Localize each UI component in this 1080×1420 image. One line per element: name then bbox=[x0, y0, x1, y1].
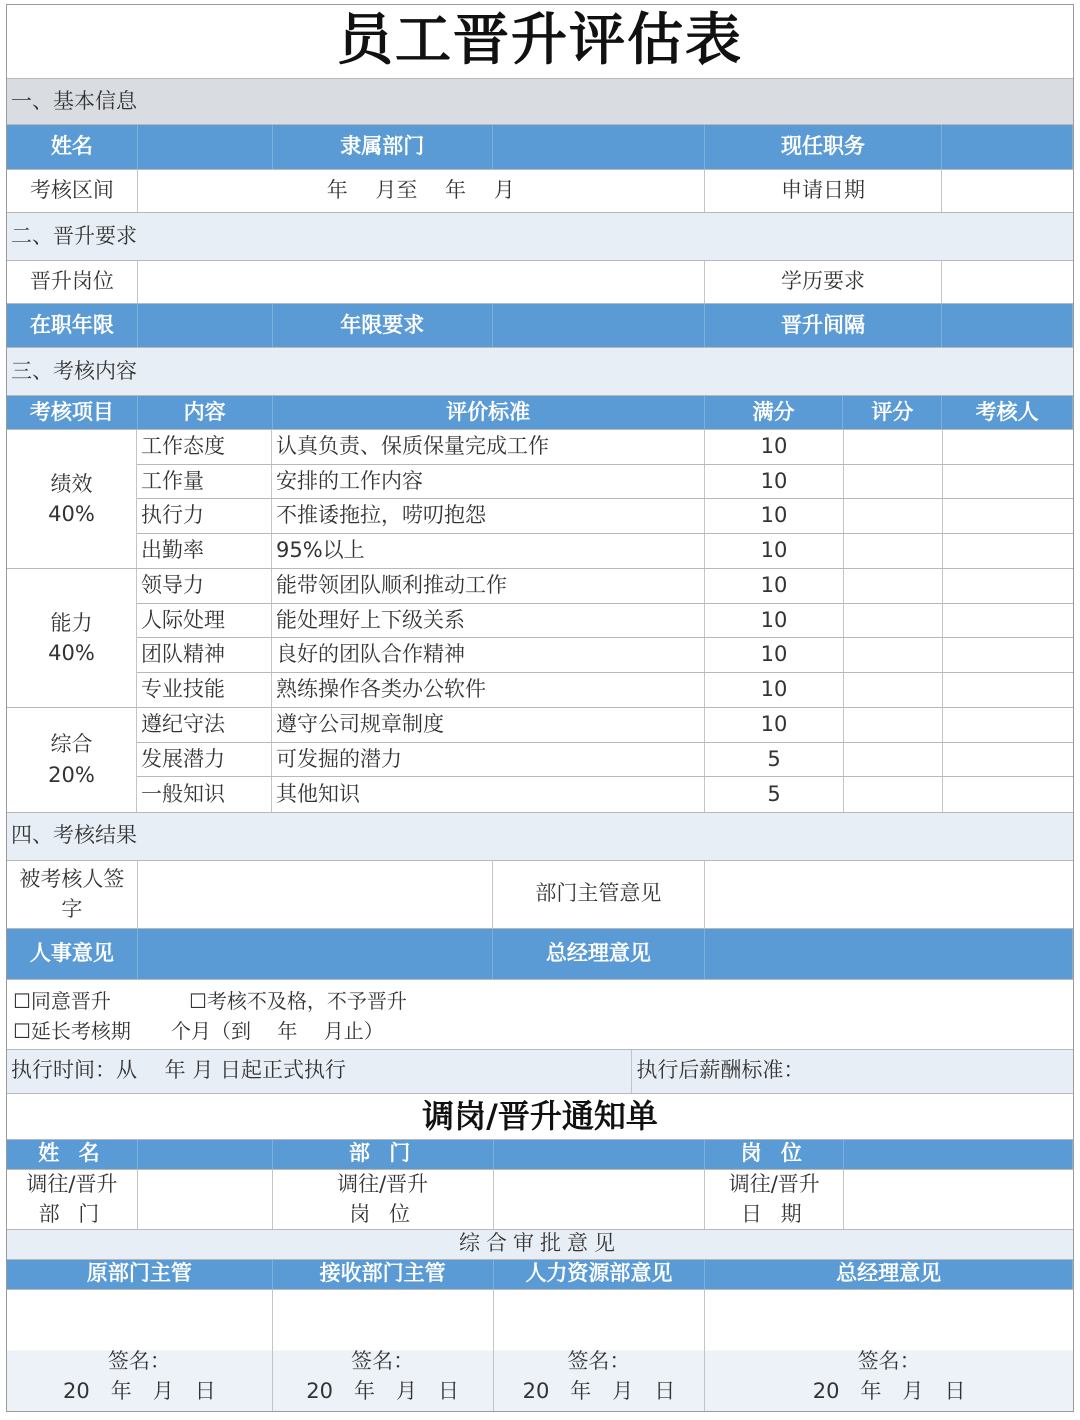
section-content bbox=[7, 348, 1073, 396]
target-position-row bbox=[7, 261, 1073, 304]
item-content: 领导力 bbox=[137, 569, 272, 603]
sign-date: 20 年 月 日 bbox=[522, 1379, 676, 1404]
group-weight: 40% bbox=[48, 502, 95, 526]
exec-salary: 执行后薪酬标准： bbox=[636, 1058, 805, 1083]
item-standard: 良好的团队合作精神 bbox=[272, 638, 705, 672]
item-assessor[interactable] bbox=[943, 534, 1073, 569]
item-standard: 不推诿拖拉，唠叨抱怨 bbox=[272, 499, 705, 533]
period-label: 考核区间 bbox=[7, 170, 138, 212]
sign-orig-dept[interactable] bbox=[7, 1290, 273, 1411]
decision-options bbox=[7, 980, 1073, 1049]
signee-label bbox=[7, 861, 138, 928]
table-row bbox=[137, 777, 1073, 812]
table-row bbox=[137, 673, 1073, 708]
approver-hr: 人力资源部意见 bbox=[494, 1260, 706, 1289]
item-standard: 能带领团队顺利推动工作 bbox=[272, 569, 705, 603]
notice-post-label: 岗 位 bbox=[705, 1140, 844, 1169]
item-standard: 能处理好上下级关系 bbox=[272, 604, 705, 638]
to-post-line1: 调往/晋升 bbox=[337, 1171, 429, 1196]
signee-value[interactable] bbox=[138, 861, 493, 928]
item-content: 专业技能 bbox=[137, 673, 272, 708]
item-assessor[interactable] bbox=[943, 499, 1073, 533]
col-header-standard: 评价标准 bbox=[273, 396, 705, 429]
period-row bbox=[7, 170, 1073, 213]
table-row bbox=[137, 465, 1073, 500]
sign-hr[interactable] bbox=[494, 1290, 706, 1411]
position-value[interactable] bbox=[942, 125, 1073, 169]
approver-gm: 总经理意见 bbox=[705, 1260, 1073, 1289]
sign-label: 签名： bbox=[857, 1348, 921, 1373]
item-score[interactable] bbox=[844, 673, 943, 708]
item-score[interactable] bbox=[844, 499, 943, 533]
item-score[interactable] bbox=[844, 777, 943, 812]
opinion-header-row bbox=[7, 929, 1073, 980]
item-full-score: 10 bbox=[705, 638, 844, 672]
gm-opinion-label: 总经理意见 bbox=[493, 929, 705, 979]
option-fail[interactable]: ☐考核不及格，不予晋升 bbox=[189, 988, 407, 1013]
notice-header-row bbox=[7, 1140, 1073, 1170]
interval-label: 晋升间隔 bbox=[705, 304, 943, 347]
item-content: 人际处理 bbox=[137, 604, 272, 638]
assessment-header-row bbox=[7, 396, 1073, 430]
to-date-value[interactable] bbox=[844, 1170, 1073, 1229]
group-weight: 20% bbox=[48, 762, 95, 787]
item-full-score: 10 bbox=[705, 430, 844, 464]
hr-opinion-label: 人事意见 bbox=[7, 929, 138, 979]
table-row bbox=[137, 569, 1073, 604]
item-content: 出勤率 bbox=[137, 534, 272, 569]
approval-title-row bbox=[7, 1230, 1073, 1260]
signature-row bbox=[7, 861, 1073, 929]
execution-row bbox=[7, 1050, 1073, 1094]
notice-dept-value[interactable] bbox=[494, 1140, 706, 1169]
item-full-score: 10 bbox=[705, 465, 844, 499]
dept-head-label: 部门主管意见 bbox=[493, 861, 705, 928]
table-row bbox=[137, 638, 1073, 673]
item-score[interactable] bbox=[844, 708, 943, 742]
item-assessor[interactable] bbox=[943, 673, 1073, 708]
period-value[interactable]: 年 月至 年 月 bbox=[138, 170, 705, 212]
dept-value[interactable] bbox=[493, 125, 705, 169]
page-title: 员工晋升评估表 bbox=[337, 8, 743, 74]
to-post-value[interactable] bbox=[494, 1170, 706, 1229]
item-content: 团队精神 bbox=[137, 638, 272, 672]
table-row bbox=[137, 499, 1073, 534]
item-assessor[interactable] bbox=[943, 777, 1073, 812]
col-header-assessor: 考核人 bbox=[942, 396, 1073, 429]
item-full-score: 10 bbox=[705, 708, 844, 742]
item-score[interactable] bbox=[844, 569, 943, 603]
sign-label: 签名： bbox=[107, 1348, 171, 1373]
sign-date: 20 年 月 日 bbox=[306, 1379, 460, 1404]
group-label bbox=[7, 430, 137, 568]
group-label bbox=[7, 708, 137, 812]
table-row bbox=[137, 708, 1073, 743]
table-row bbox=[137, 534, 1073, 569]
section-requirements bbox=[7, 213, 1073, 261]
group-name: 能力 bbox=[50, 610, 93, 635]
signee-label-line1: 被考核人签 bbox=[19, 866, 125, 891]
notice-name-value[interactable] bbox=[138, 1140, 273, 1169]
item-full-score: 10 bbox=[705, 534, 844, 569]
hr-opinion-value[interactable] bbox=[138, 929, 493, 979]
item-full-score: 10 bbox=[705, 604, 844, 638]
group-weight: 40% bbox=[48, 641, 95, 665]
approvers-sign-row bbox=[7, 1290, 1073, 1411]
notice-target-row bbox=[7, 1170, 1073, 1230]
interval-value[interactable] bbox=[942, 304, 1073, 347]
item-assessor[interactable] bbox=[943, 743, 1073, 777]
basic-header-row bbox=[7, 125, 1073, 170]
item-assessor[interactable] bbox=[943, 465, 1073, 499]
apply-date-value[interactable] bbox=[942, 170, 1073, 212]
item-full-score: 10 bbox=[705, 569, 844, 603]
item-score[interactable] bbox=[844, 465, 943, 499]
tenure-label: 在职年限 bbox=[7, 304, 138, 347]
evaluation-sheet bbox=[6, 4, 1074, 1412]
to-dept-value[interactable] bbox=[138, 1170, 273, 1229]
name-value[interactable] bbox=[138, 125, 273, 169]
item-score[interactable] bbox=[844, 743, 943, 777]
to-dept-label bbox=[7, 1170, 138, 1229]
section-result bbox=[7, 813, 1073, 861]
col-header-score: 评分 bbox=[843, 396, 942, 429]
col-header-item: 考核项目 bbox=[7, 396, 138, 429]
item-full-score: 5 bbox=[705, 743, 844, 777]
item-score[interactable] bbox=[844, 534, 943, 569]
item-standard: 认真负责、保质保量完成工作 bbox=[272, 430, 705, 464]
item-content: 一般知识 bbox=[137, 777, 272, 812]
signee-label-line2: 字 bbox=[61, 897, 83, 921]
section-basic-label: 一、基本信息 bbox=[11, 88, 137, 113]
title-row bbox=[7, 5, 1073, 79]
notice-name-label: 姓 名 bbox=[7, 1140, 138, 1169]
to-post-line2: 岗 位 bbox=[349, 1202, 416, 1226]
decision-options-row bbox=[7, 980, 1073, 1050]
section-content-label: 三、考核内容 bbox=[11, 358, 137, 383]
col-header-content: 内容 bbox=[138, 396, 273, 429]
to-date-label bbox=[705, 1170, 844, 1229]
group-label bbox=[7, 569, 137, 707]
option-extend[interactable]: ☐延长考核期 bbox=[13, 1018, 131, 1043]
years-req-label: 年限要求 bbox=[273, 304, 494, 347]
option-extend-tail: 个月（到 年 月止） bbox=[171, 1018, 384, 1043]
item-full-score: 10 bbox=[705, 499, 844, 533]
sign-recv-dept[interactable] bbox=[273, 1290, 494, 1411]
item-standard: 其他知识 bbox=[272, 777, 705, 812]
dept-head-value[interactable] bbox=[705, 861, 1073, 928]
item-assessor[interactable] bbox=[943, 430, 1073, 464]
approval-title: 综合审批意见 bbox=[459, 1231, 621, 1256]
education-label: 学历要求 bbox=[705, 261, 943, 303]
name-label: 姓名 bbox=[7, 125, 138, 169]
section-result-label: 四、考核结果 bbox=[11, 823, 137, 848]
group-ability bbox=[7, 569, 1073, 708]
section-requirements-label: 二、晋升要求 bbox=[11, 223, 137, 248]
section-basic bbox=[7, 79, 1073, 125]
to-dept-line1: 调往/晋升 bbox=[26, 1171, 118, 1196]
target-position-label: 晋升岗位 bbox=[7, 261, 138, 303]
target-position-value[interactable] bbox=[138, 261, 705, 303]
option-agree[interactable]: ☐同意晋升 bbox=[13, 988, 111, 1013]
tenure-value[interactable] bbox=[138, 304, 273, 347]
table-row bbox=[137, 743, 1073, 778]
item-full-score: 5 bbox=[705, 777, 844, 812]
notice-post-value[interactable] bbox=[844, 1140, 1073, 1169]
group-overall bbox=[7, 708, 1073, 813]
tenure-row bbox=[7, 304, 1073, 348]
to-date-line1: 调往/晋升 bbox=[728, 1171, 820, 1196]
group-performance bbox=[7, 430, 1073, 569]
item-full-score: 10 bbox=[705, 673, 844, 708]
group-name: 综合 bbox=[50, 732, 93, 757]
item-standard: 可发掘的潜力 bbox=[272, 743, 705, 777]
approver-recv-dept: 接收部门主管 bbox=[273, 1260, 494, 1289]
apply-date-label: 申请日期 bbox=[705, 170, 943, 212]
sign-label: 签名： bbox=[351, 1348, 415, 1373]
item-assessor[interactable] bbox=[943, 569, 1073, 603]
to-post-label bbox=[273, 1170, 494, 1229]
col-header-full: 满分 bbox=[705, 396, 844, 429]
item-content: 发展潜力 bbox=[137, 743, 272, 777]
sign-date: 20 年 月 日 bbox=[812, 1379, 966, 1404]
item-content: 工作量 bbox=[137, 465, 272, 499]
item-standard: 95%以上 bbox=[272, 534, 705, 569]
item-score[interactable] bbox=[844, 604, 943, 638]
item-content: 工作态度 bbox=[137, 430, 272, 464]
years-req-value[interactable] bbox=[493, 304, 705, 347]
item-content: 遵纪守法 bbox=[137, 708, 272, 742]
table-row bbox=[137, 430, 1073, 465]
item-standard: 熟练操作各类办公软件 bbox=[272, 673, 705, 708]
notice-title-row bbox=[7, 1094, 1073, 1140]
dept-label: 隶属部门 bbox=[273, 125, 494, 169]
to-dept-line2: 部 门 bbox=[38, 1202, 106, 1226]
item-assessor[interactable] bbox=[943, 708, 1073, 742]
item-assessor[interactable] bbox=[943, 638, 1073, 672]
item-score[interactable] bbox=[844, 638, 943, 672]
sign-gm[interactable] bbox=[705, 1290, 1073, 1411]
item-content: 执行力 bbox=[137, 499, 272, 533]
gm-opinion-value[interactable] bbox=[705, 929, 1073, 979]
item-standard: 安排的工作内容 bbox=[272, 465, 705, 499]
sign-date: 20 年 月 日 bbox=[63, 1379, 216, 1404]
sign-label: 签名： bbox=[567, 1348, 631, 1373]
table-row bbox=[137, 604, 1073, 639]
notice-dept-label: 部 门 bbox=[273, 1140, 494, 1169]
education-value[interactable] bbox=[942, 261, 1073, 303]
item-assessor[interactable] bbox=[943, 604, 1073, 638]
exec-time: 执行时间：从 年 月 日起正式执行 bbox=[7, 1050, 632, 1093]
item-score[interactable] bbox=[844, 430, 943, 464]
notice-title: 调岗/晋升通知单 bbox=[422, 1096, 658, 1135]
to-date-line2: 日 期 bbox=[740, 1202, 808, 1226]
position-label: 现任职务 bbox=[705, 125, 943, 169]
approvers-header-row bbox=[7, 1260, 1073, 1290]
group-name: 绩效 bbox=[50, 471, 93, 496]
item-standard: 遵守公司规章制度 bbox=[272, 708, 705, 742]
approver-orig-dept: 原部门主管 bbox=[7, 1260, 273, 1289]
